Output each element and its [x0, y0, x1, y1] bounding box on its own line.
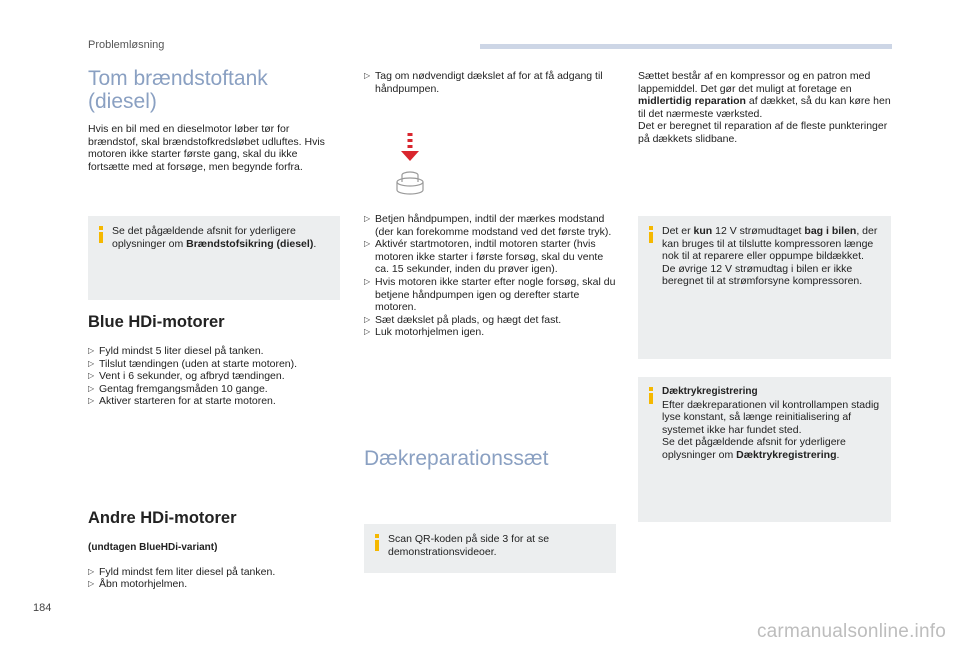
tyre-pressure-link: Dæktrykregistrering: [736, 448, 837, 461]
watermark: carmanualsonline.info: [756, 621, 946, 642]
list-item: ▷ Åbn motorhjelmen.: [88, 578, 340, 591]
empty-tank-title: Tom brændstoftank (diesel): [88, 67, 268, 113]
power-socket-note: Det er kun 12 V strømudtaget bag i bilen, der kan bruges til at tilslutte kompressoren længe nok til at reparere eller oppumpe bildækket. De øvrige 12 V strømudtag i bilen er ikke beregnet til at strømforsyne kompressoren.: [638, 216, 891, 359]
list-item: ▷ Sæt dækslet på plads, og hægt det fast.: [364, 314, 616, 327]
list-item: ▷ Vent i 6 sekunder, og afbryd tændingen.: [88, 370, 340, 383]
info-icon: [646, 387, 656, 405]
kit-intro: Sættet består af en kompressor og en patron med lappemiddel. Det gør det muligt at foretage en midlertidig reparation af dækket, så du kan køre hen til det nærmeste værksted.: [638, 70, 891, 120]
tyre-pressure-title: Dæktrykregistrering: [662, 386, 758, 397]
list-item: ▷ Betjen håndpumpen, indtil der mærkes modstand (der kan forekomme modstand ved det første tryk).: [364, 213, 616, 238]
list-item: ▷ Tag om nødvendigt dækslet af for at få adgang til håndpumpen.: [364, 70, 616, 95]
pump-access-step: [364, 70, 616, 95]
other-hdi-subtitle: (undtagen BlueHDi-variant): [88, 542, 218, 553]
blue-hdi-title: Blue HDi-motorer: [88, 313, 225, 331]
pump-steps: [364, 213, 616, 339]
page-number: 184: [33, 602, 52, 614]
kit-purpose: Det er beregnet til reparation af de fleste punkteringer på dækkets slidbane.: [638, 120, 888, 145]
list-item: ▷ Gentag fremgangsmåden 10 gange.: [88, 383, 340, 396]
empty-tank-intro: Hvis en bil med en dieselmotor løber tør for brændstof, skal brændstofkredsløbet udluftes. Hvis motoren ikke starter første gang, skal du ikke fortsætte med at forsøge, men begynde forfra.: [88, 123, 325, 173]
repair-kit-section: [364, 447, 616, 470]
qr-note: Scan QR-koden på side 3 for at se demonstrationsvideoer.: [364, 524, 616, 573]
tyre-pressure-note: Dæktrykregistrering Efter dækreparationen vil kontrollampen stadig lyse konstant, så længe reinitialisering af systemet ikke har fundet sted. Se det pågældende afsnit for yderligere oplysninger om Dæktrykregistrering.: [638, 377, 891, 522]
list-item: ▷ Fyld mindst fem liter diesel på tanken.: [88, 566, 340, 579]
list-item: ▷ Aktivér startmotoren, indtil motoren starter (hvis motoren ikke starter i første forsøg, skal du vente ca. 15 sekunder, inden du prøver igen).: [364, 238, 616, 276]
section-label: Problemløsning: [88, 39, 165, 51]
list-item: ▷ Luk motorhjelmen igen.: [364, 326, 616, 339]
list-item: ▷ Aktiver starteren for at starte motoren.: [88, 395, 340, 408]
header-bar: [480, 44, 892, 49]
other-hdi-section: [88, 509, 340, 591]
info-icon: [96, 226, 106, 244]
empty-tank-section: [88, 67, 340, 173]
list-item: ▷ Tilslut tændingen (uden at starte motoren).: [88, 358, 340, 371]
pump-procedure: [364, 213, 616, 339]
other-hdi-title: Andre HDi-motorer: [88, 509, 237, 527]
list-item: ▷ Hvis motoren ikke starter efter nogle forsøg, skal du betjene håndpumpen igen og derefter starte motoren.: [364, 276, 616, 314]
list-item: ▷ Fyld mindst 5 liter diesel på tanken.: [88, 345, 340, 358]
blue-hdi-section: [88, 313, 340, 408]
repair-kit-title: Dækreparationssæt: [364, 447, 549, 470]
hand-pump-illustration: [388, 130, 432, 202]
blue-hdi-steps: [88, 345, 340, 408]
fuel-safety-note: Se det pågældende afsnit for yderligere oplysninger om Brændstofsikring (diesel).: [88, 216, 340, 300]
other-hdi-steps: [88, 566, 340, 591]
info-icon: [646, 226, 656, 244]
fuel-safety-link: Brændstofsikring (diesel): [186, 237, 314, 250]
info-icon: [372, 534, 382, 552]
kit-description: [638, 70, 891, 146]
